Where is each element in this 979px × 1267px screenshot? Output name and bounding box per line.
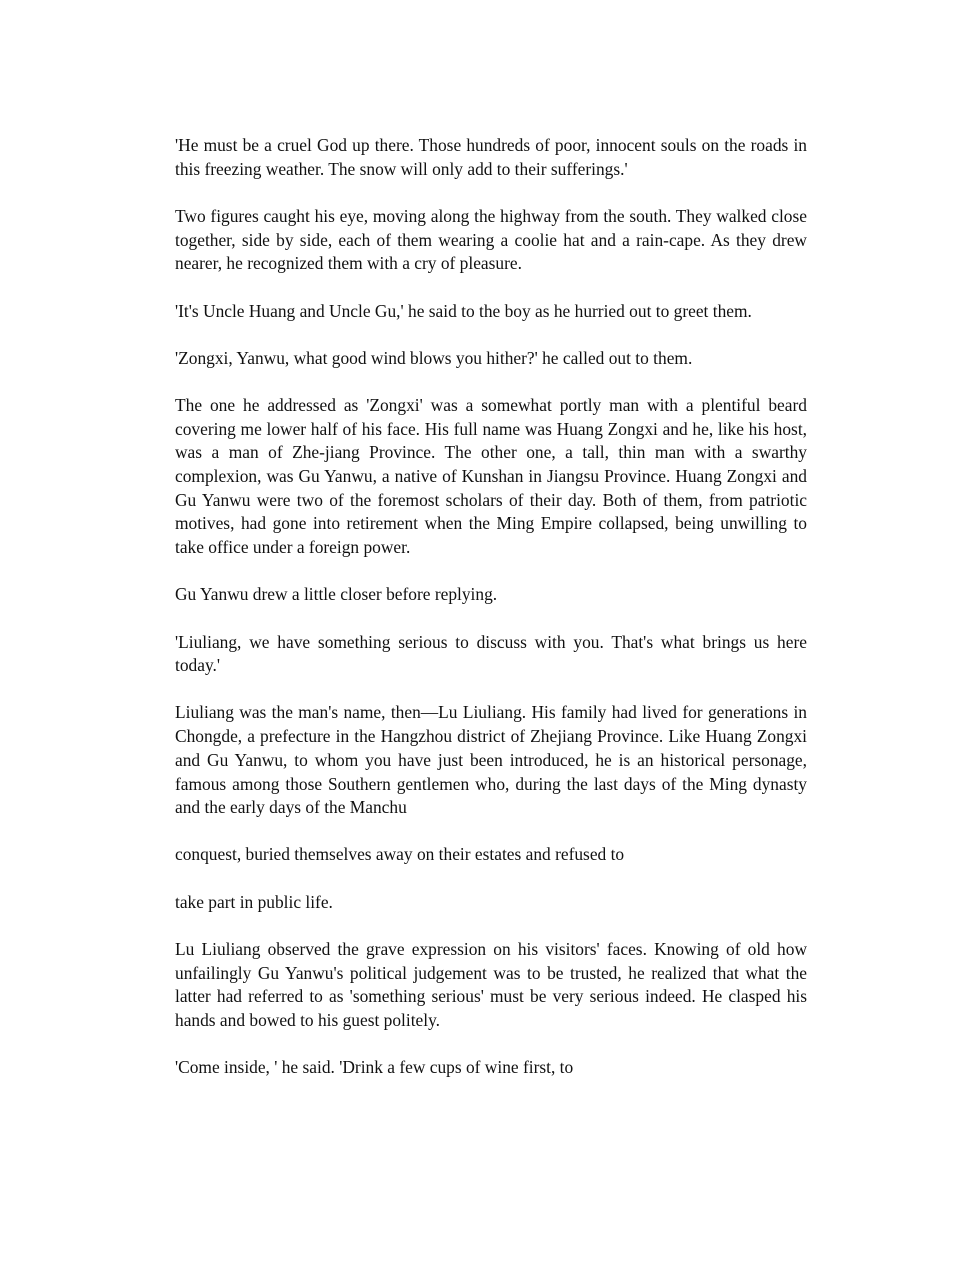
paragraph-8: Liuliang was the man's name, then—Lu Liuliang. His family had lived for generations in Chongde, a prefecture in the Hangzhou district of Zhejiang Province. Like Huang Zongxi and Gu Yanwu, to whom you have just been introduced, he is an historical personage, famous among those Southern gentlemen who, during the last days of the Ming dynasty and the early days of the Manchu bbox=[175, 702, 807, 818]
paragraph-3: 'It's Uncle Huang and Uncle Gu,' he said to the boy as he hurried out to greet them. bbox=[175, 300, 752, 321]
paragraph-9: conquest, buried themselves away on their estates and refused to bbox=[175, 844, 625, 865]
paragraph-10: take part in public life. bbox=[175, 891, 333, 912]
paragraph-5: The one he addressed as 'Zongxi' was a somewhat portly man with a plentiful beard covering me lower half of his face. His full name was Huang Zongxi and he, like his host, was a man of Zhe-jiang Province. The other one, a tall, thin man with a swarthy complexion, was Gu Yanwu, a native of Kunshan in Jiangsu Province. Huang Zongxi and Gu Yanwu were two of the foremost scholars of their day. Both of them, from patriotic motives, had gone into retirement when the Ming Empire collapsed, being unwilling to take office under a foreign power. bbox=[175, 394, 807, 558]
paragraph-11: Lu Liuliang observed the grave expression on his visitors' faces. Knowing of old how unfailingly Gu Yanwu's political judgement was to be trusted, he realized that what the latter had referred to as 'something serious' must be very serious indeed. He clasped his hands and bowed to his guest politely. bbox=[175, 938, 807, 1030]
paragraph-6: Gu Yanwu drew a little closer before replying. bbox=[175, 584, 498, 605]
paragraph-2: Two figures caught his eye, moving along the highway from the south. They walked close together, side by side, each of them wearing a coolie hat and a rain-cape. As they drew nearer, he recognized them with a cry of pleasure. bbox=[175, 205, 807, 274]
paragraph-4: 'Zongxi, Yanwu, what good wind blows you hither?' he called out to them. bbox=[175, 347, 693, 368]
paragraph-7: 'Liuliang, we have something serious to discuss with you. That's what brings us here today.' bbox=[175, 631, 807, 676]
page-body bbox=[175, 134, 807, 1103]
paragraph-1: 'He must be a cruel God up there. Those hundreds of poor, innocent souls on the roads in this freezing weather. The snow will only add to their sufferings.' bbox=[175, 135, 807, 179]
paragraph-12: 'Come inside, ' he said. 'Drink a few cups of wine first, to bbox=[175, 1057, 574, 1078]
